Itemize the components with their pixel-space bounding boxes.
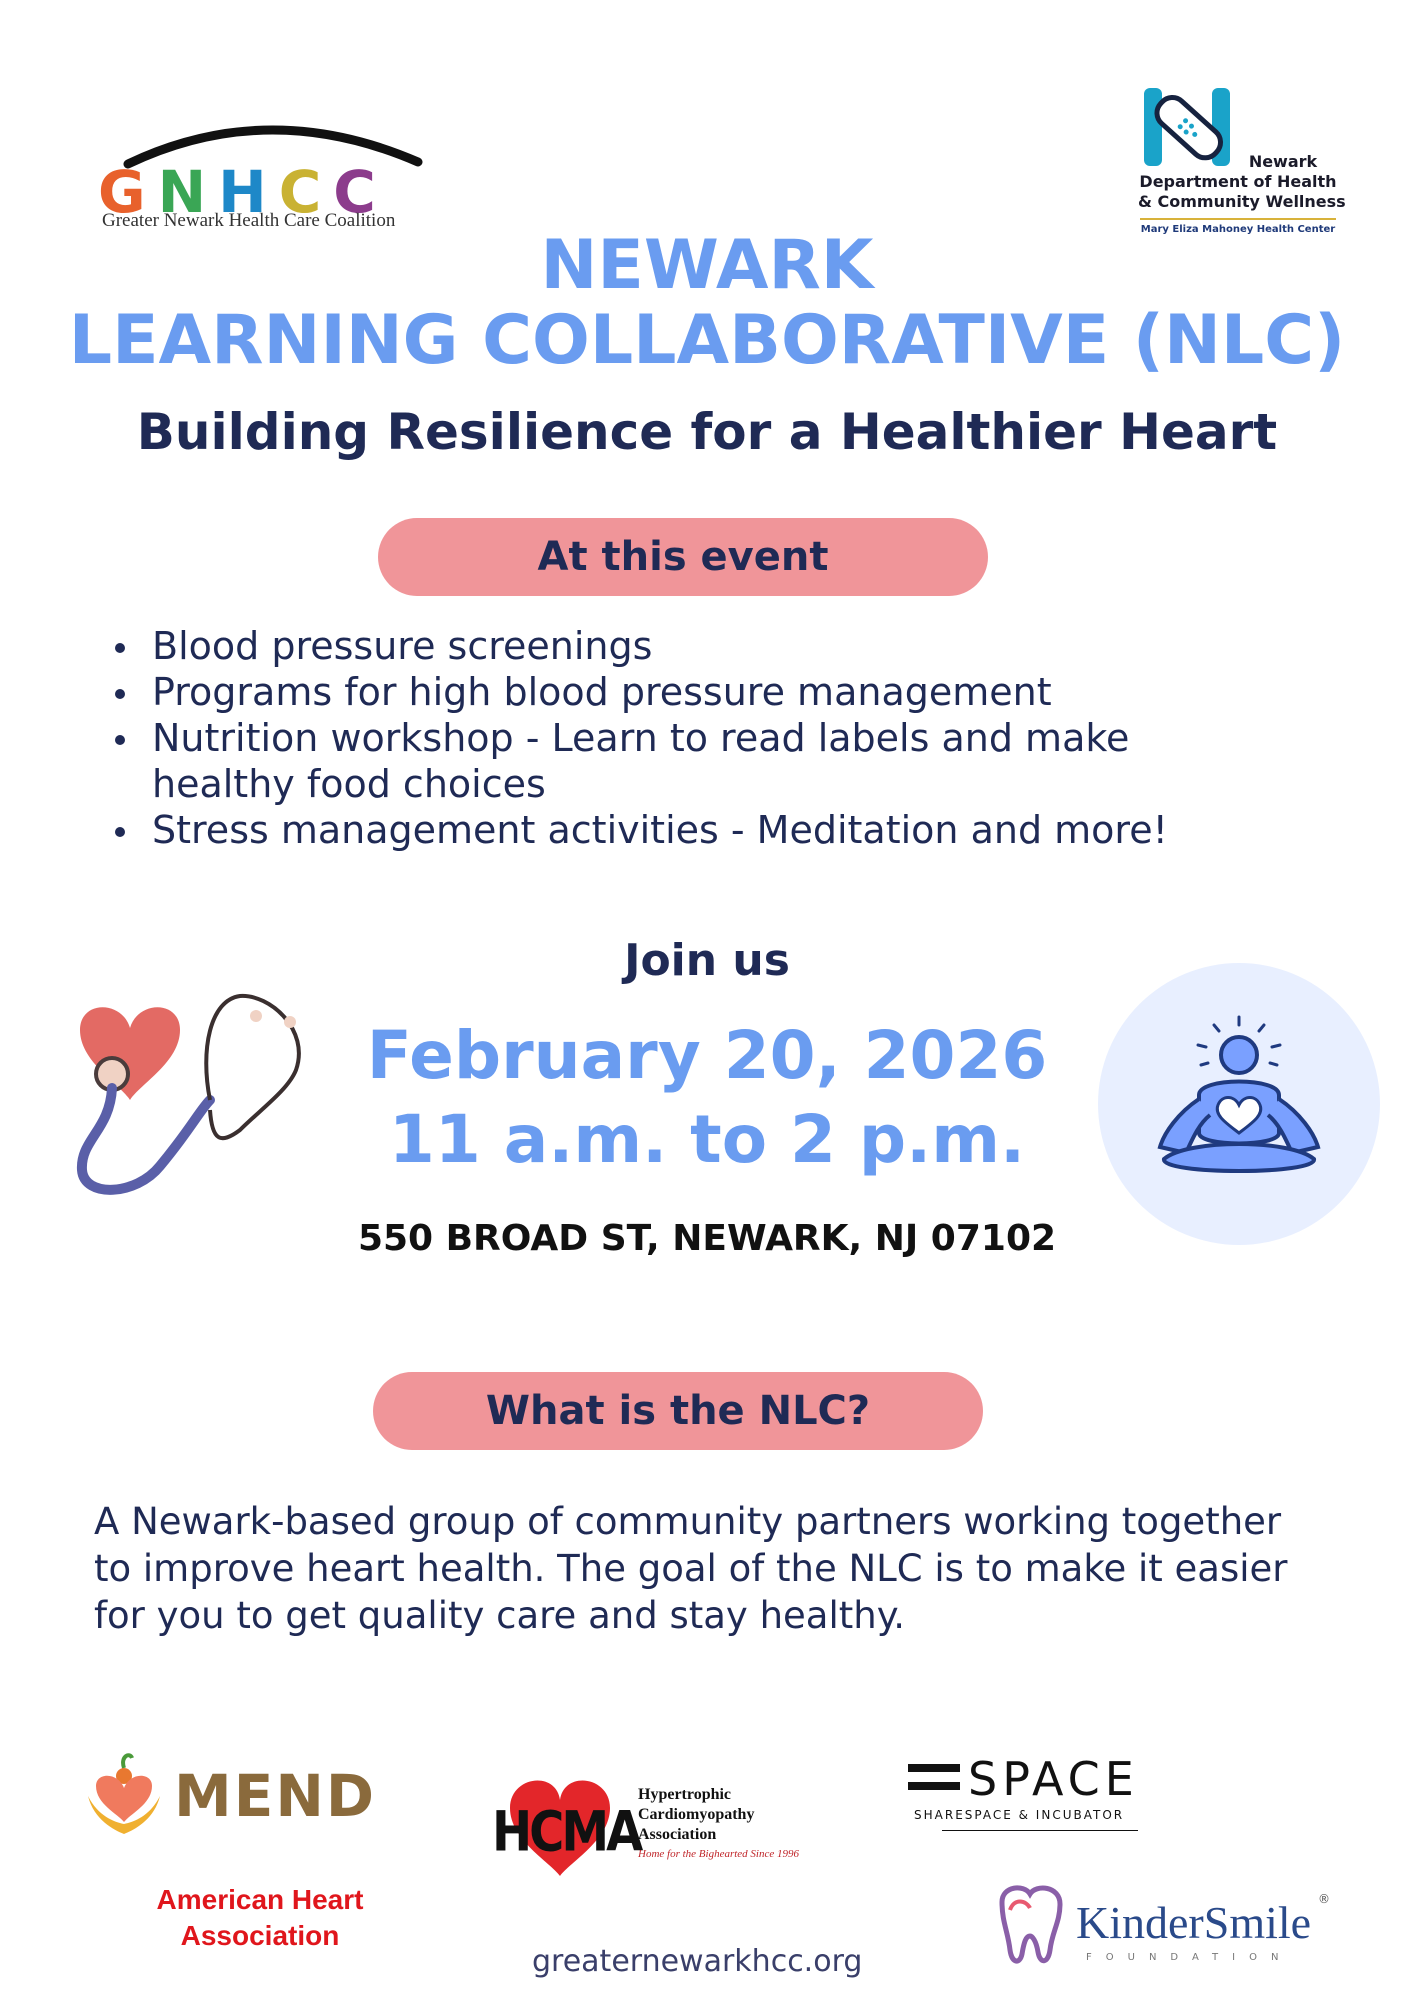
newark-logo-line2: Department of Health — [1139, 172, 1337, 191]
nlc-description: A Newark-based group of community partners working together to improve heart health. The goal of the NLC is to make it easier for you to get quality care and stay healthy. — [94, 1500, 1288, 1637]
newark-logo-divider — [1140, 218, 1336, 220]
mend-logo — [84, 1750, 384, 1840]
aha-logo: American Heart Association — [156, 1884, 364, 1951]
mend-heart-hands-icon — [84, 1750, 164, 1840]
event-date: February 20, 2026 — [366, 1017, 1048, 1094]
kindersmile-logo — [990, 1880, 1360, 1980]
space-bar-icon — [908, 1764, 960, 1772]
kindersmile-wordmark: KinderSmile — [1076, 1897, 1312, 1948]
hcma-line2: Cardiomyopathy — [638, 1806, 755, 1823]
hcma-mark: HCMA — [492, 1799, 641, 1865]
tooth-icon — [990, 1880, 1070, 1970]
hcma-line3: Association — [638, 1826, 717, 1843]
event-time: 11 a.m. to 2 p.m. — [388, 1101, 1026, 1178]
newark-n-bandage-icon — [1138, 82, 1238, 172]
list-item: Stress management activities - Meditation and more! — [112, 807, 1262, 853]
event-heading: At this event — [537, 534, 829, 580]
gnhcc-name: Greater Newark Health Care Coalition — [102, 210, 396, 231]
gnhcc-letter-n: N — [157, 158, 219, 226]
hcma-logo — [490, 1770, 850, 1880]
newark-logo-line3: & Community Wellness — [1138, 192, 1346, 211]
list-item: Programs for high blood pressure management — [112, 669, 1262, 715]
space-wordmark: SPACE — [968, 1752, 1139, 1806]
mend-wordmark: MEND — [174, 1762, 377, 1830]
title-line2: LEARNING COLLABORATIVE (NLC) — [68, 301, 1346, 380]
event-heading-pill — [378, 518, 988, 596]
meditation-figure-icon — [1098, 963, 1380, 1245]
list-item: Blood pressure screenings — [112, 623, 1262, 669]
hcma-line1: Hypertrophic — [638, 1786, 732, 1803]
gnhcc-letter-c2: C — [333, 158, 388, 226]
gnhcc-logo — [98, 112, 428, 232]
footer-url[interactable]: greaternewarkhcc.org — [532, 1944, 863, 1979]
gnhcc-letter-h: H — [218, 158, 279, 226]
list-item: Nutrition workshop - Learn to read labels and make healthy food choices — [112, 715, 1152, 807]
space-sub: SHARESPACE & INCUBATOR — [914, 1808, 1125, 1822]
space-bar-icon — [908, 1782, 960, 1790]
nlc-heading: What is the NLC? — [485, 1388, 871, 1434]
newark-logo-line4: Mary Eliza Mahoney Health Center — [1140, 224, 1336, 235]
join-label: Join us — [624, 935, 790, 986]
space-logo — [908, 1752, 1178, 1838]
gnhcc-letter-c1: C — [278, 158, 334, 226]
space-underline — [942, 1830, 1138, 1831]
gnhcc-letter-g: G — [98, 158, 158, 226]
title-line1: NEWARK — [540, 226, 874, 305]
event-list — [112, 623, 1262, 853]
newark-health-logo — [1138, 82, 1346, 242]
kindersmile-sub: FOUNDATION — [1086, 1952, 1293, 1963]
meditation-circle — [1098, 963, 1380, 1245]
hcma-tagline: Home for the Bighearted Since 1996 — [638, 1848, 799, 1860]
kindersmile-registered-mark: ® — [1318, 1892, 1330, 1906]
nlc-heading-pill — [373, 1372, 983, 1450]
stethoscope-heart-icon — [60, 990, 330, 1210]
subtitle: Building Resilience for a Healthier Heart — [136, 403, 1278, 461]
event-address: 550 BROAD ST, NEWARK, NJ 07102 — [357, 1218, 1057, 1259]
newark-logo-line1: Newark — [1248, 152, 1318, 171]
